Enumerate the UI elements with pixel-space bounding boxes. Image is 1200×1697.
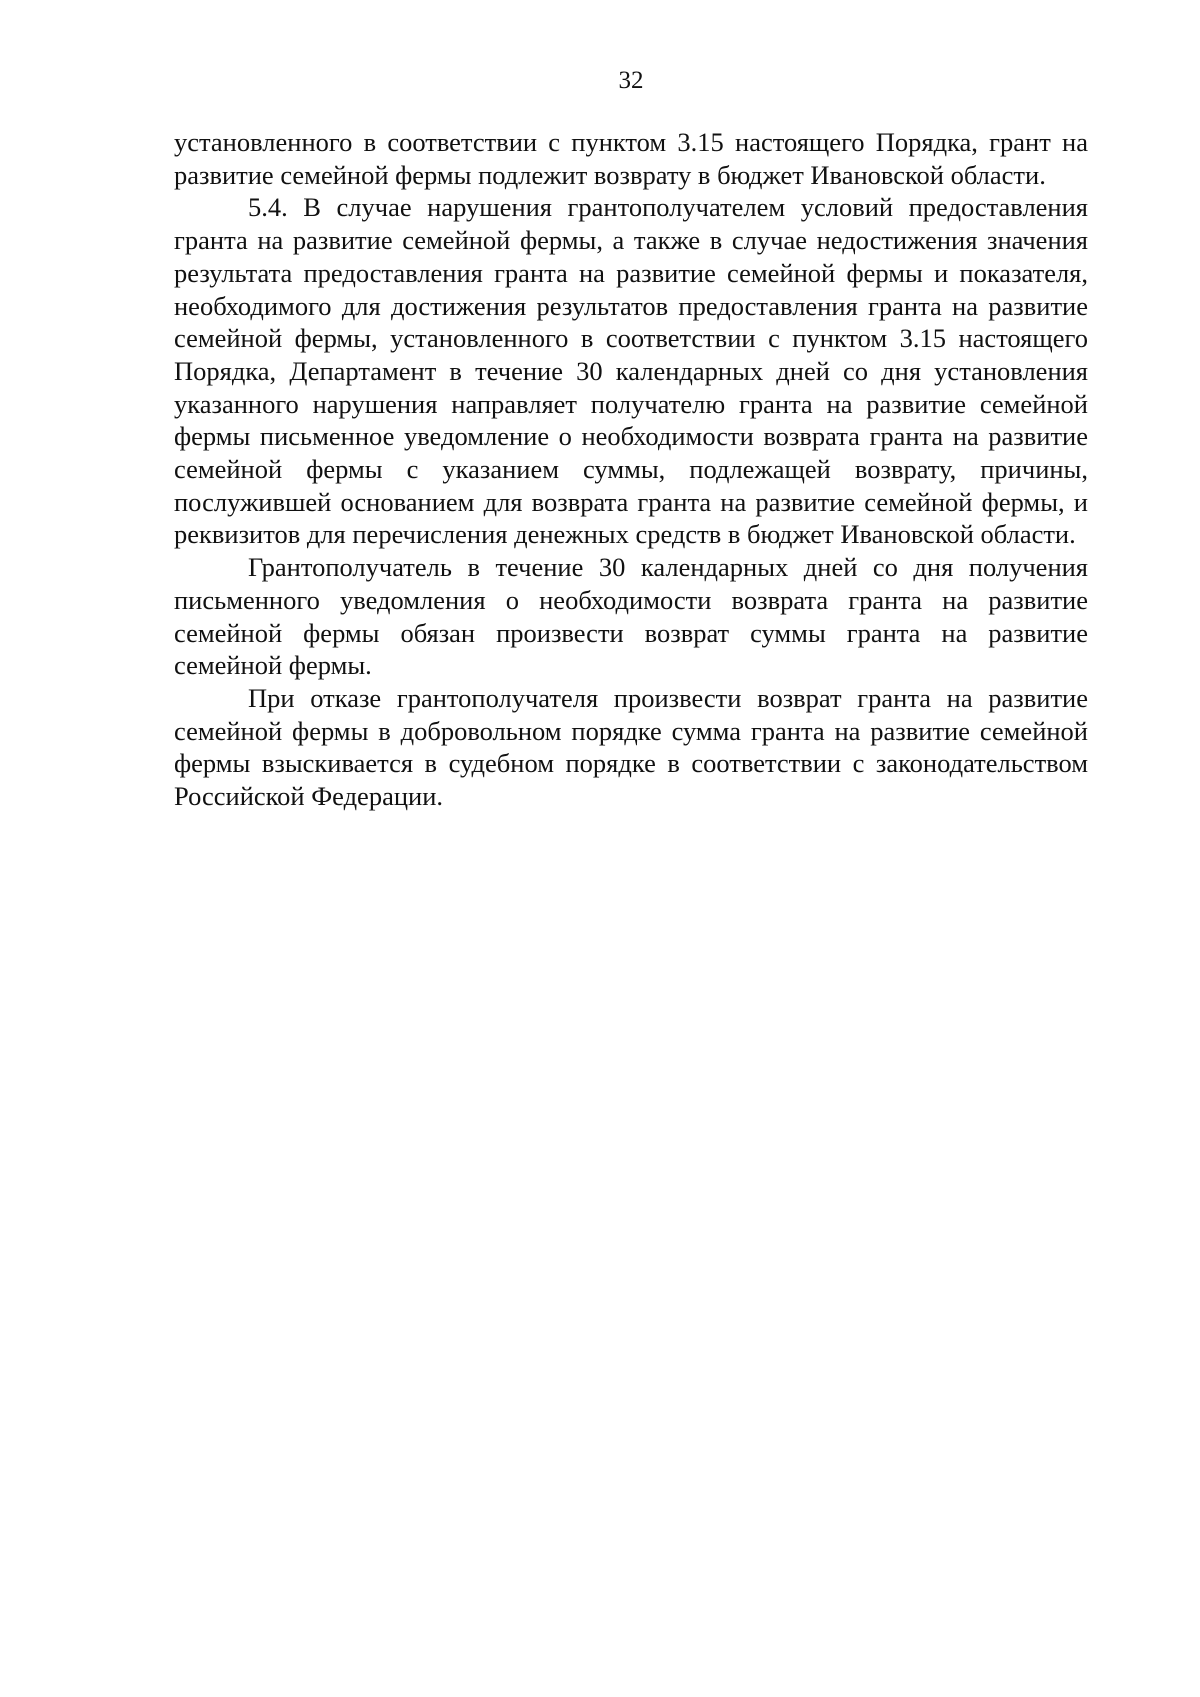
paragraph-continuation: установленного в соответствии с пунктом 3.15 настоящего Порядка, грант на развитие семейной фермы подлежит возврату в бюджет Ивановской области. bbox=[174, 127, 1088, 190]
paragraph-grant-recipient-obligation: Грантополучатель в течение 30 календарных дней со дня получения письменного уведомления о необходимости возврата гранта на развитие семейной фермы обязан произвести возврат суммы гранта на развитие семейной фермы. bbox=[174, 552, 1088, 681]
page-number: 32 bbox=[618, 67, 644, 94]
paragraph-refusal-recovery: При отказе грантополучателя произвести возврат гранта на развитие семейной фермы в добровольном порядке сумма гранта на развитие семейной фермы взыскивается в судебном порядке в соответствии с законодательством Российской Федерации. bbox=[174, 682, 1088, 812]
paragraph-clause-5-4: 5.4. В случае нарушения грантополучателем условий предоставления гранта на развитие семейной фермы, а также в случае недостижения значения результата предоставления гранта на развитие семейной фермы и показателя, необходимого для достижения результатов предоставления гранта на развитие семейной фермы, установленного в соответствии с пунктом 3.15 настоящего Порядка, Департамент в течение 30 календарных дней со дня установления указанного нарушения направляет получателю гранта на развитие семейной фермы письменное уведомление о необходимости возврата гранта на развитие семейной фермы с указанием суммы, подлежащей возврату, причины, послужившей основанием для возврата гранта на развитие семейной фермы, и реквизитов для перечисления денежных средств в бюджет Ивановской области. bbox=[174, 192, 1088, 550]
document-body bbox=[174, 126, 1088, 813]
